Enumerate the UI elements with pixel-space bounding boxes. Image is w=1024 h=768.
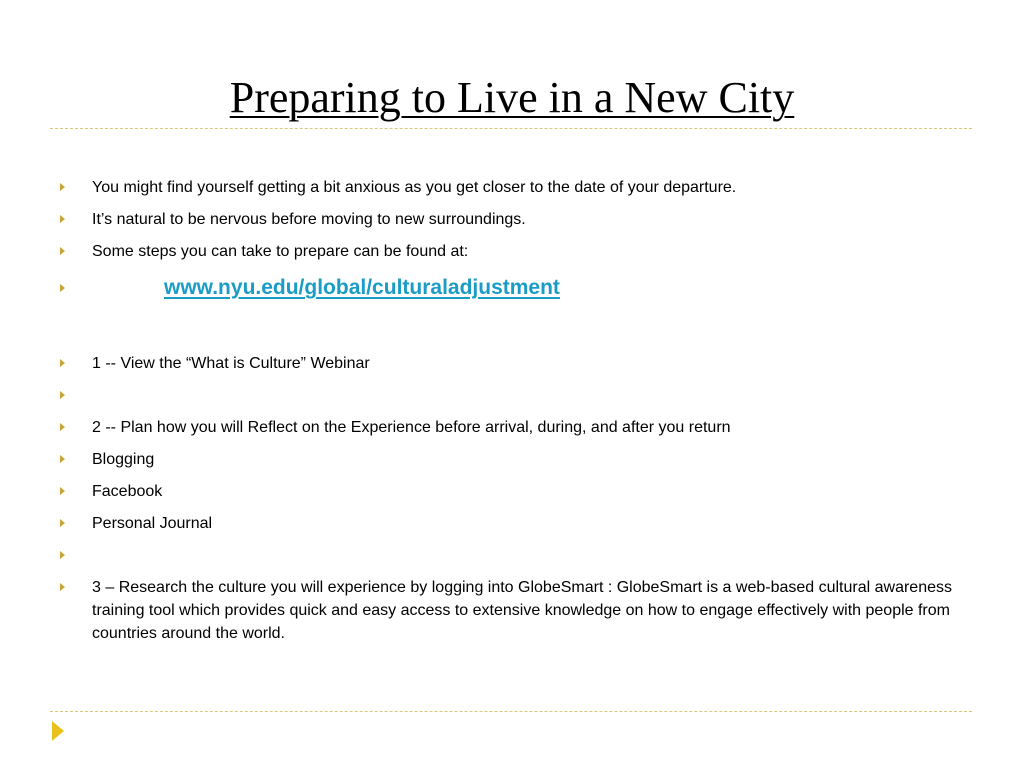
triangle-right-icon: [60, 359, 65, 367]
bullet-text: It’s natural to be nervous before moving to new surroundings.: [92, 211, 526, 228]
bullet-text: 1 -- View the “What is Culture” Webinar: [92, 355, 370, 372]
cultural-adjustment-link[interactable]: www.nyu.edu/global/culturaladjustment: [164, 276, 560, 299]
bullet-list: [60, 176, 960, 645]
bullet-text: Blogging: [92, 451, 155, 468]
bullet-item: [60, 240, 960, 263]
bullet-text: 3 – Research the culture you will experience by logging into GlobeSmart : GlobeSmart is a web-based cultural awareness training tool which provides quick and easy access to extensive knowledge on how to engage effectively with people from countries around the world.: [92, 579, 952, 642]
top-divider: [50, 128, 972, 129]
bullet-item: [60, 416, 960, 439]
bullet-item: [60, 448, 960, 471]
triangle-right-icon: [60, 519, 65, 527]
triangle-right-icon: [60, 455, 65, 463]
bullet-item: [60, 208, 960, 231]
triangle-right-icon: [60, 215, 65, 223]
triangle-right-icon: [60, 423, 65, 431]
triangle-right-icon: [60, 551, 65, 559]
bullet-text: Some steps you can take to prepare can be found at:: [92, 243, 469, 260]
bullet-item: [60, 176, 960, 199]
bottom-divider: [50, 711, 972, 712]
bullet-item-link: [60, 275, 960, 303]
bullet-text: Personal Journal: [92, 515, 213, 532]
bullet-text: You might find yourself getting a bit anxious as you get closer to the date of your departure.: [92, 179, 737, 196]
bullet-text: 2 -- Plan how you will Reflect on the Experience before arrival, during, and after you return: [92, 419, 731, 436]
bullet-item: [60, 480, 960, 503]
play-arrow-icon: [52, 721, 64, 741]
slide-title: Preparing to Live in a New City: [229, 73, 795, 122]
triangle-right-icon: [60, 583, 65, 591]
triangle-right-icon: [60, 247, 65, 255]
triangle-right-icon: [60, 391, 65, 399]
bullet-item: [60, 512, 960, 535]
bullet-item: [60, 352, 960, 375]
triangle-right-icon: [60, 183, 65, 191]
bullet-item-empty: [60, 544, 960, 567]
bullet-item-empty: [60, 384, 960, 407]
triangle-right-icon: [60, 487, 65, 495]
triangle-right-icon: [60, 284, 65, 292]
bullet-item: [60, 576, 960, 645]
bullet-text: Facebook: [92, 483, 163, 500]
